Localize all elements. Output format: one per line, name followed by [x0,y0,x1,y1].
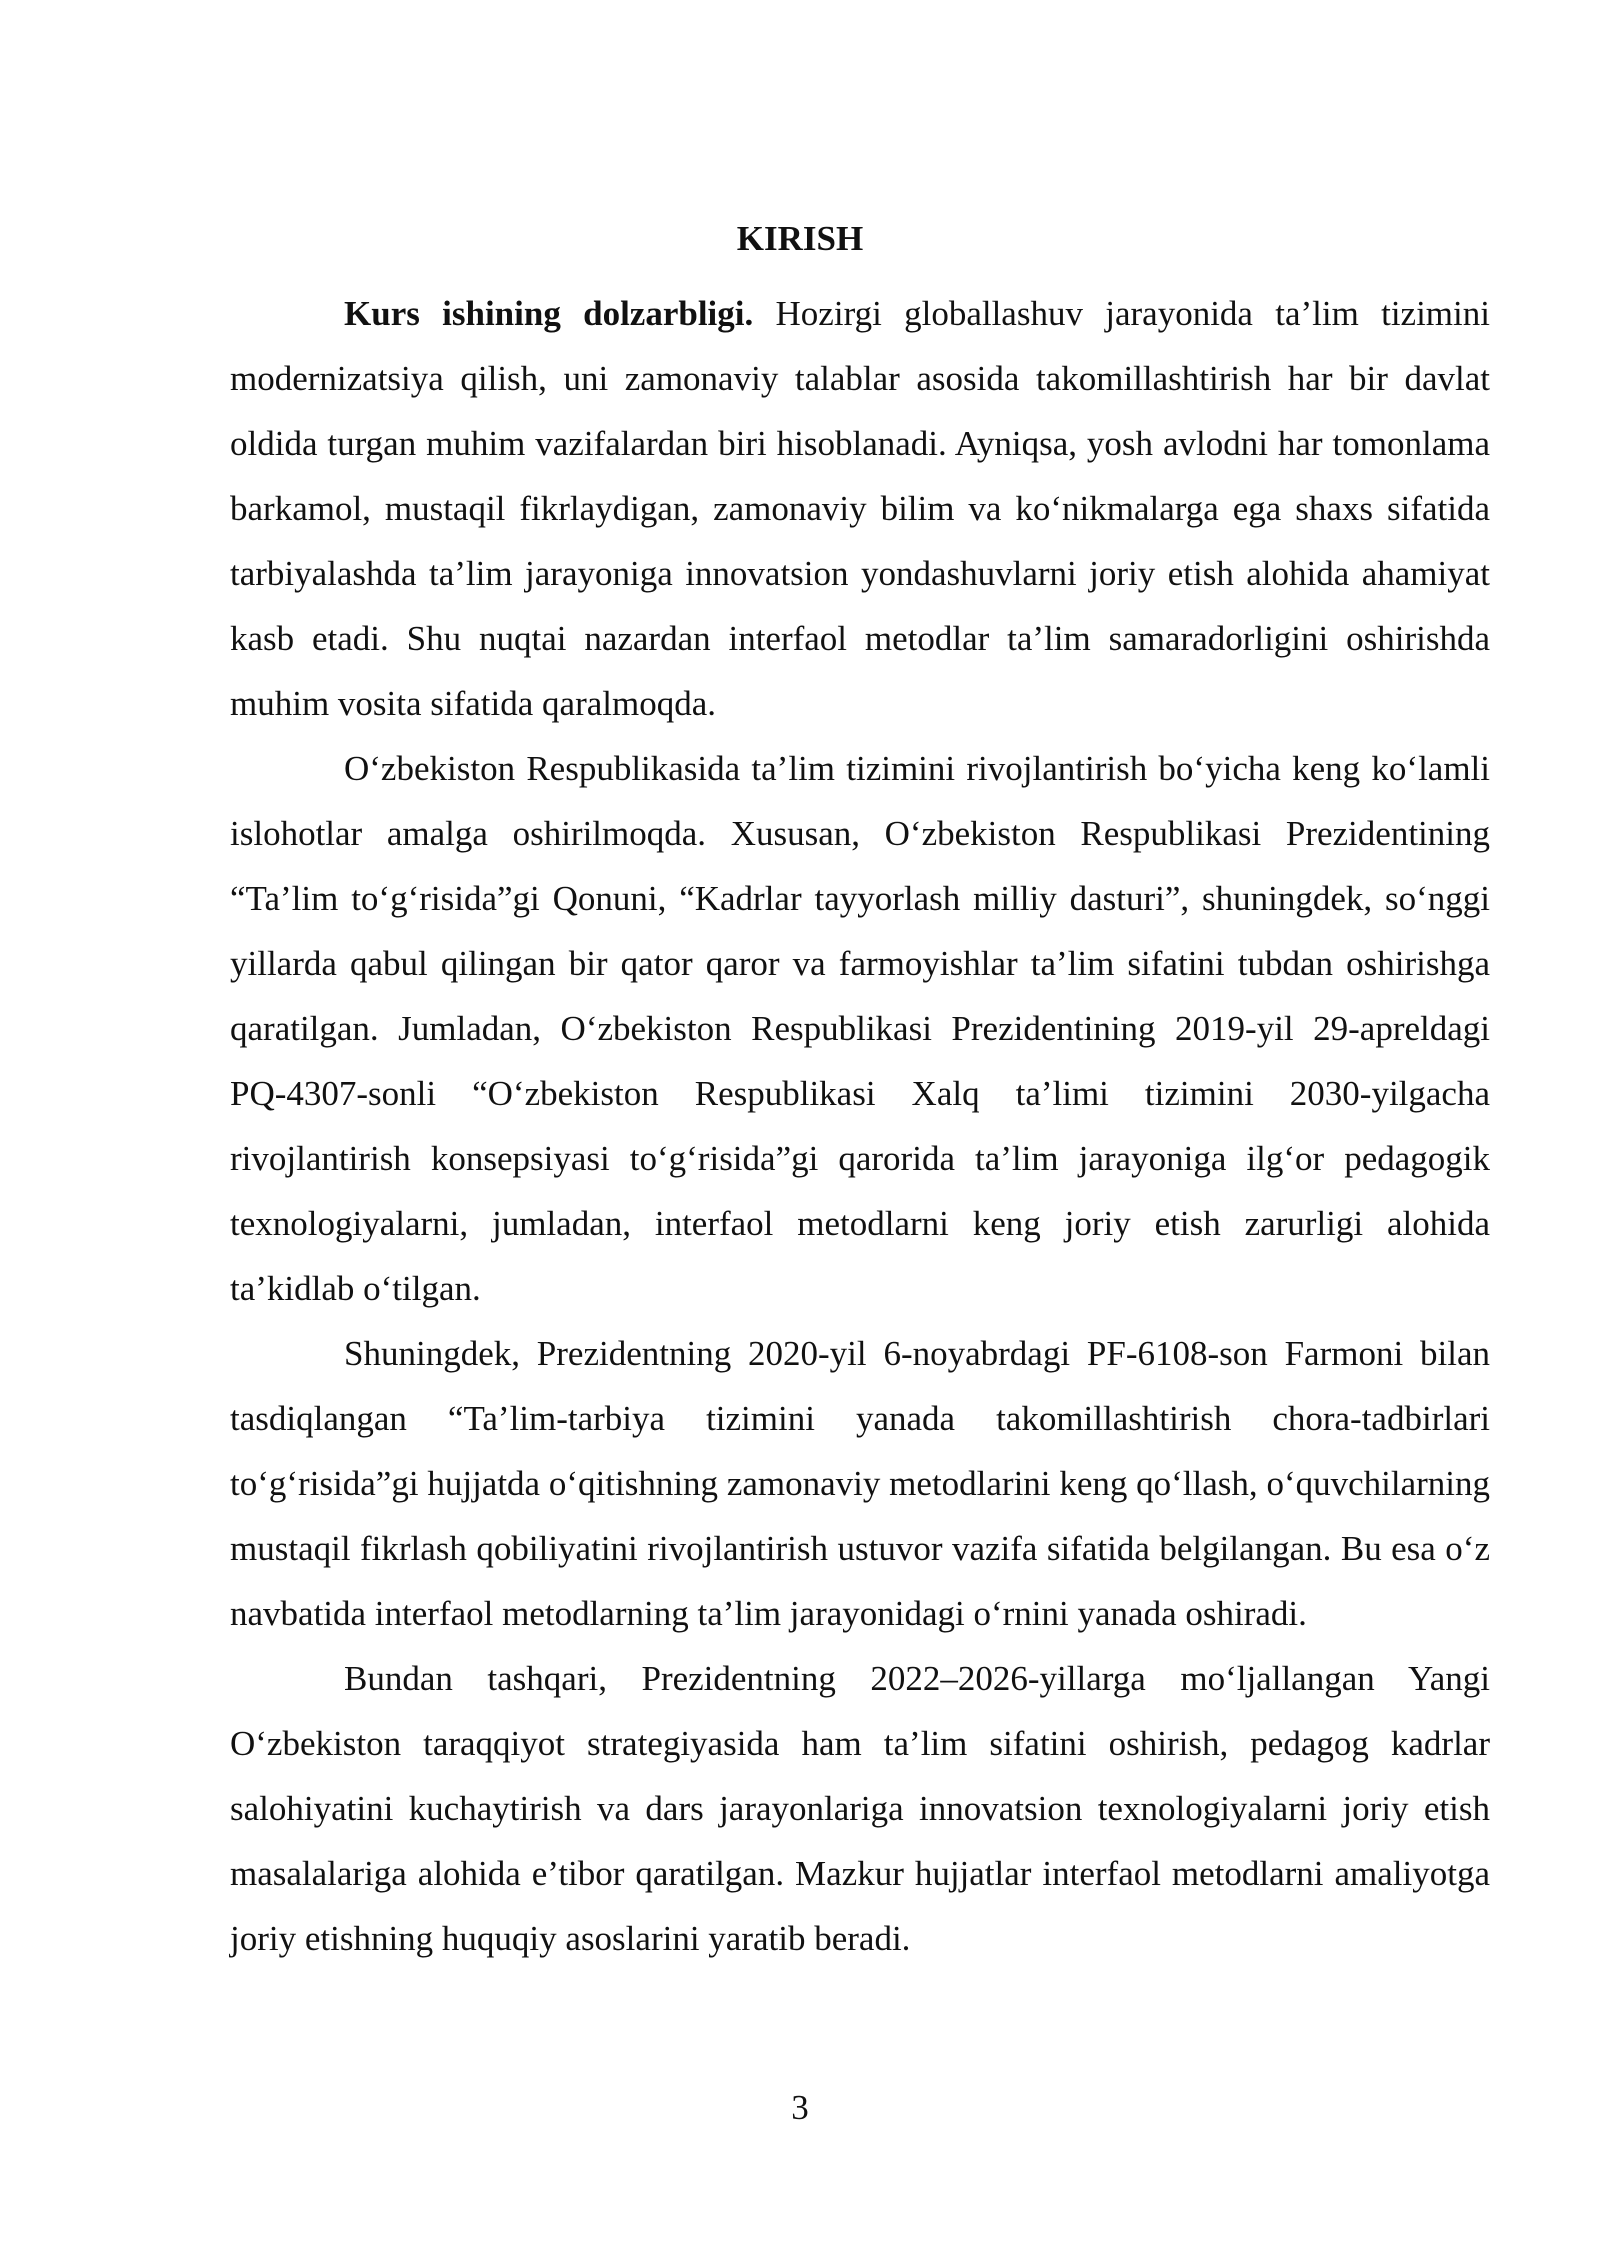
paragraph-strategy [230,1646,1490,1971]
paragraph-lead: Kurs ishining dolzarbligi. [344,294,754,333]
section-heading: KIRISH [736,219,864,258]
body-text [230,281,1490,1971]
paragraph-relevance [230,281,1490,736]
paragraph-reforms [230,736,1490,1321]
paragraph-text: O‘zbekiston Respublikasida ta’lim tizimini rivojlantirish bo‘yicha keng ko‘lamli islohotlar amalga oshirilmoqda. Xususan, O‘zbekiston Respublikasi Prezidentining “Ta’lim to‘g‘risida”gi Qonuni, “Kadrlar tayyorlash milliy dasturi”, shuningdek, so‘nggi yillarda qabul qilingan bir qator qaror va farmoyishlar ta’lim sifatini tubdan oshirishga qaratilgan. Jumladan, O‘zbekiston Respublikasi Prezidentining 2019-yil 29-apreldagi PQ-4307-sonli “O‘zbekiston Respublikasi Xalq ta’limi tizimini 2030-yilgacha rivojlantirish konsepsiyasi to‘g‘risida”gi qarorida ta’lim jarayoniga ilg‘or pedagogik texnologiyalarni, jumladan, interfaol metodlarni keng joriy etish zarurligi alohida ta’kidlab o‘tilgan. [230,749,1490,1308]
paragraph-decree [230,1321,1490,1646]
paragraph-text: Hozirgi globallashuv jarayonida ta’lim tizimini modernizatsiya qilish, uni zamonaviy talablar asosida takomillashtirish har bir davlat oldida turgan muhim vazifalardan biri hisoblanadi. Ayniqsa, yosh avlodni har tomonlama barkamol, mustaqil fikrlaydigan, zamonaviy bilim va ko‘nikmalarga ega shaxs sifatida tarbiyalashda ta’lim jarayoniga innovatsion yondashuvlarni joriy etish alohida ahamiyat kasb etadi. Shu nuqtai nazardan interfaol metodlar ta’lim samaradorligini oshirishda muhim vosita sifatida qaralmoqda. [230,294,1490,723]
paragraph-text: Shuningdek, Prezidentning 2020-yil 6-noyabrdagi PF-6108-son Farmoni bilan tasdiqlangan “Ta’lim-tarbiya tizimini yanada takomillashtirish chora-tadbirlari to‘g‘risida”gi hujjatda o‘qitishning zamonaviy metodlarini keng qo‘llash, o‘quvchilarning mustaqil fikrlash qobiliyatini rivojlantirish ustuvor vazifa sifatida belgilangan. Bu esa o‘z navbatida interfaol metodlarning ta’lim jarayonidagi o‘rnini yanada oshiradi. [230,1334,1490,1633]
paragraph-text: Bundan tashqari, Prezidentning 2022–2026-yillarga mo‘ljallangan Yangi O‘zbekiston taraqqiyot strategiyasida ham ta’lim sifatini oshirish, pedagog kadrlar salohiyatini kuchaytirish va dars jarayonlariga innovatsion texnologiyalarni joriy etish masalalariga alohida e’tibor qaratilgan. Mazkur hujjatlar interfaol metodlarni amaliyotga joriy etishning huquqiy asoslarini yaratib beradi. [230,1659,1490,1958]
page-number: 3 [791,2088,809,2127]
